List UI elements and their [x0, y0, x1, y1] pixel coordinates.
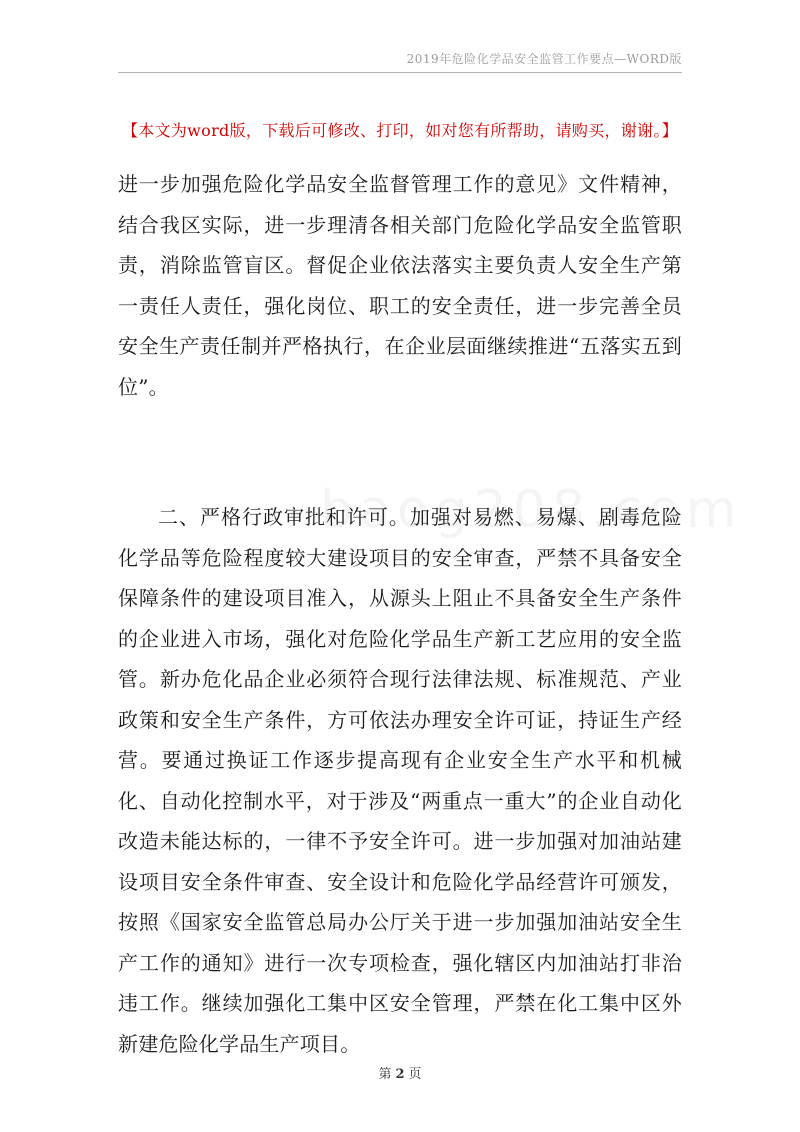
footer-suffix: 页 — [408, 1067, 422, 1082]
footer-prefix: 第 — [378, 1067, 392, 1082]
body-paragraph-1: 进一步加强危险化学品安全监督管理工作的意见》文件精神，结合我区实际，进一步理清各相关部门危险化学品安全监管职责，消除监管盲区。督促企业依法落实主要负责人安全生产第一责任人责任，强化岗位、职工的安全责任，进一步完善全员安全生产责任制并严格执行，在企业层面继续推进“五落实五到位”。 — [118, 172, 682, 399]
page-footer — [0, 1063, 800, 1082]
header-divider — [118, 72, 682, 73]
page-header-title: 2019年危险化学品安全监管工作要点—WORD版 — [406, 52, 682, 66]
body-paragraph-2: 二、严格行政审批和许可。加强对易燃、易爆、剧毒危险化学品等危险程度较大建设项目的安全审查，严禁不具备安全保障条件的建设项目准入，从源头上阻止不具备安全生产条件的企业进入市场，强化对危险化学品生产新工艺应用的安全监管。新办危化品企业必须符合现行法律法规、标准规范、产业政策和安全生产条件，方可依法办理安全许可证，持证生产经营。要通过换证工作逐步提高现有企业安全生产水平和机械化、自动化控制水平，对于涉及“两重点一重大”的企业自动化改造未能达标的，一律不予安全许可。进一步加强对加油站建设项目安全条件审查、安全设计和危险化学品经营许可颁发，按照《国家安全监管总局办公厅关于进一步加强加油站安全生产工作的通知》进行一次专项检查，强化辖区内加油站打非治违工作。继续加强化工集中区安全管理，严禁在化工集中区外新建危险化学品生产项目。 — [118, 505, 682, 1056]
download-notice: 【本文为word版，下载后可修改、打印，如对您有所帮助，请购买，谢谢。】 — [121, 121, 679, 140]
page-number: 2 — [395, 1067, 405, 1082]
